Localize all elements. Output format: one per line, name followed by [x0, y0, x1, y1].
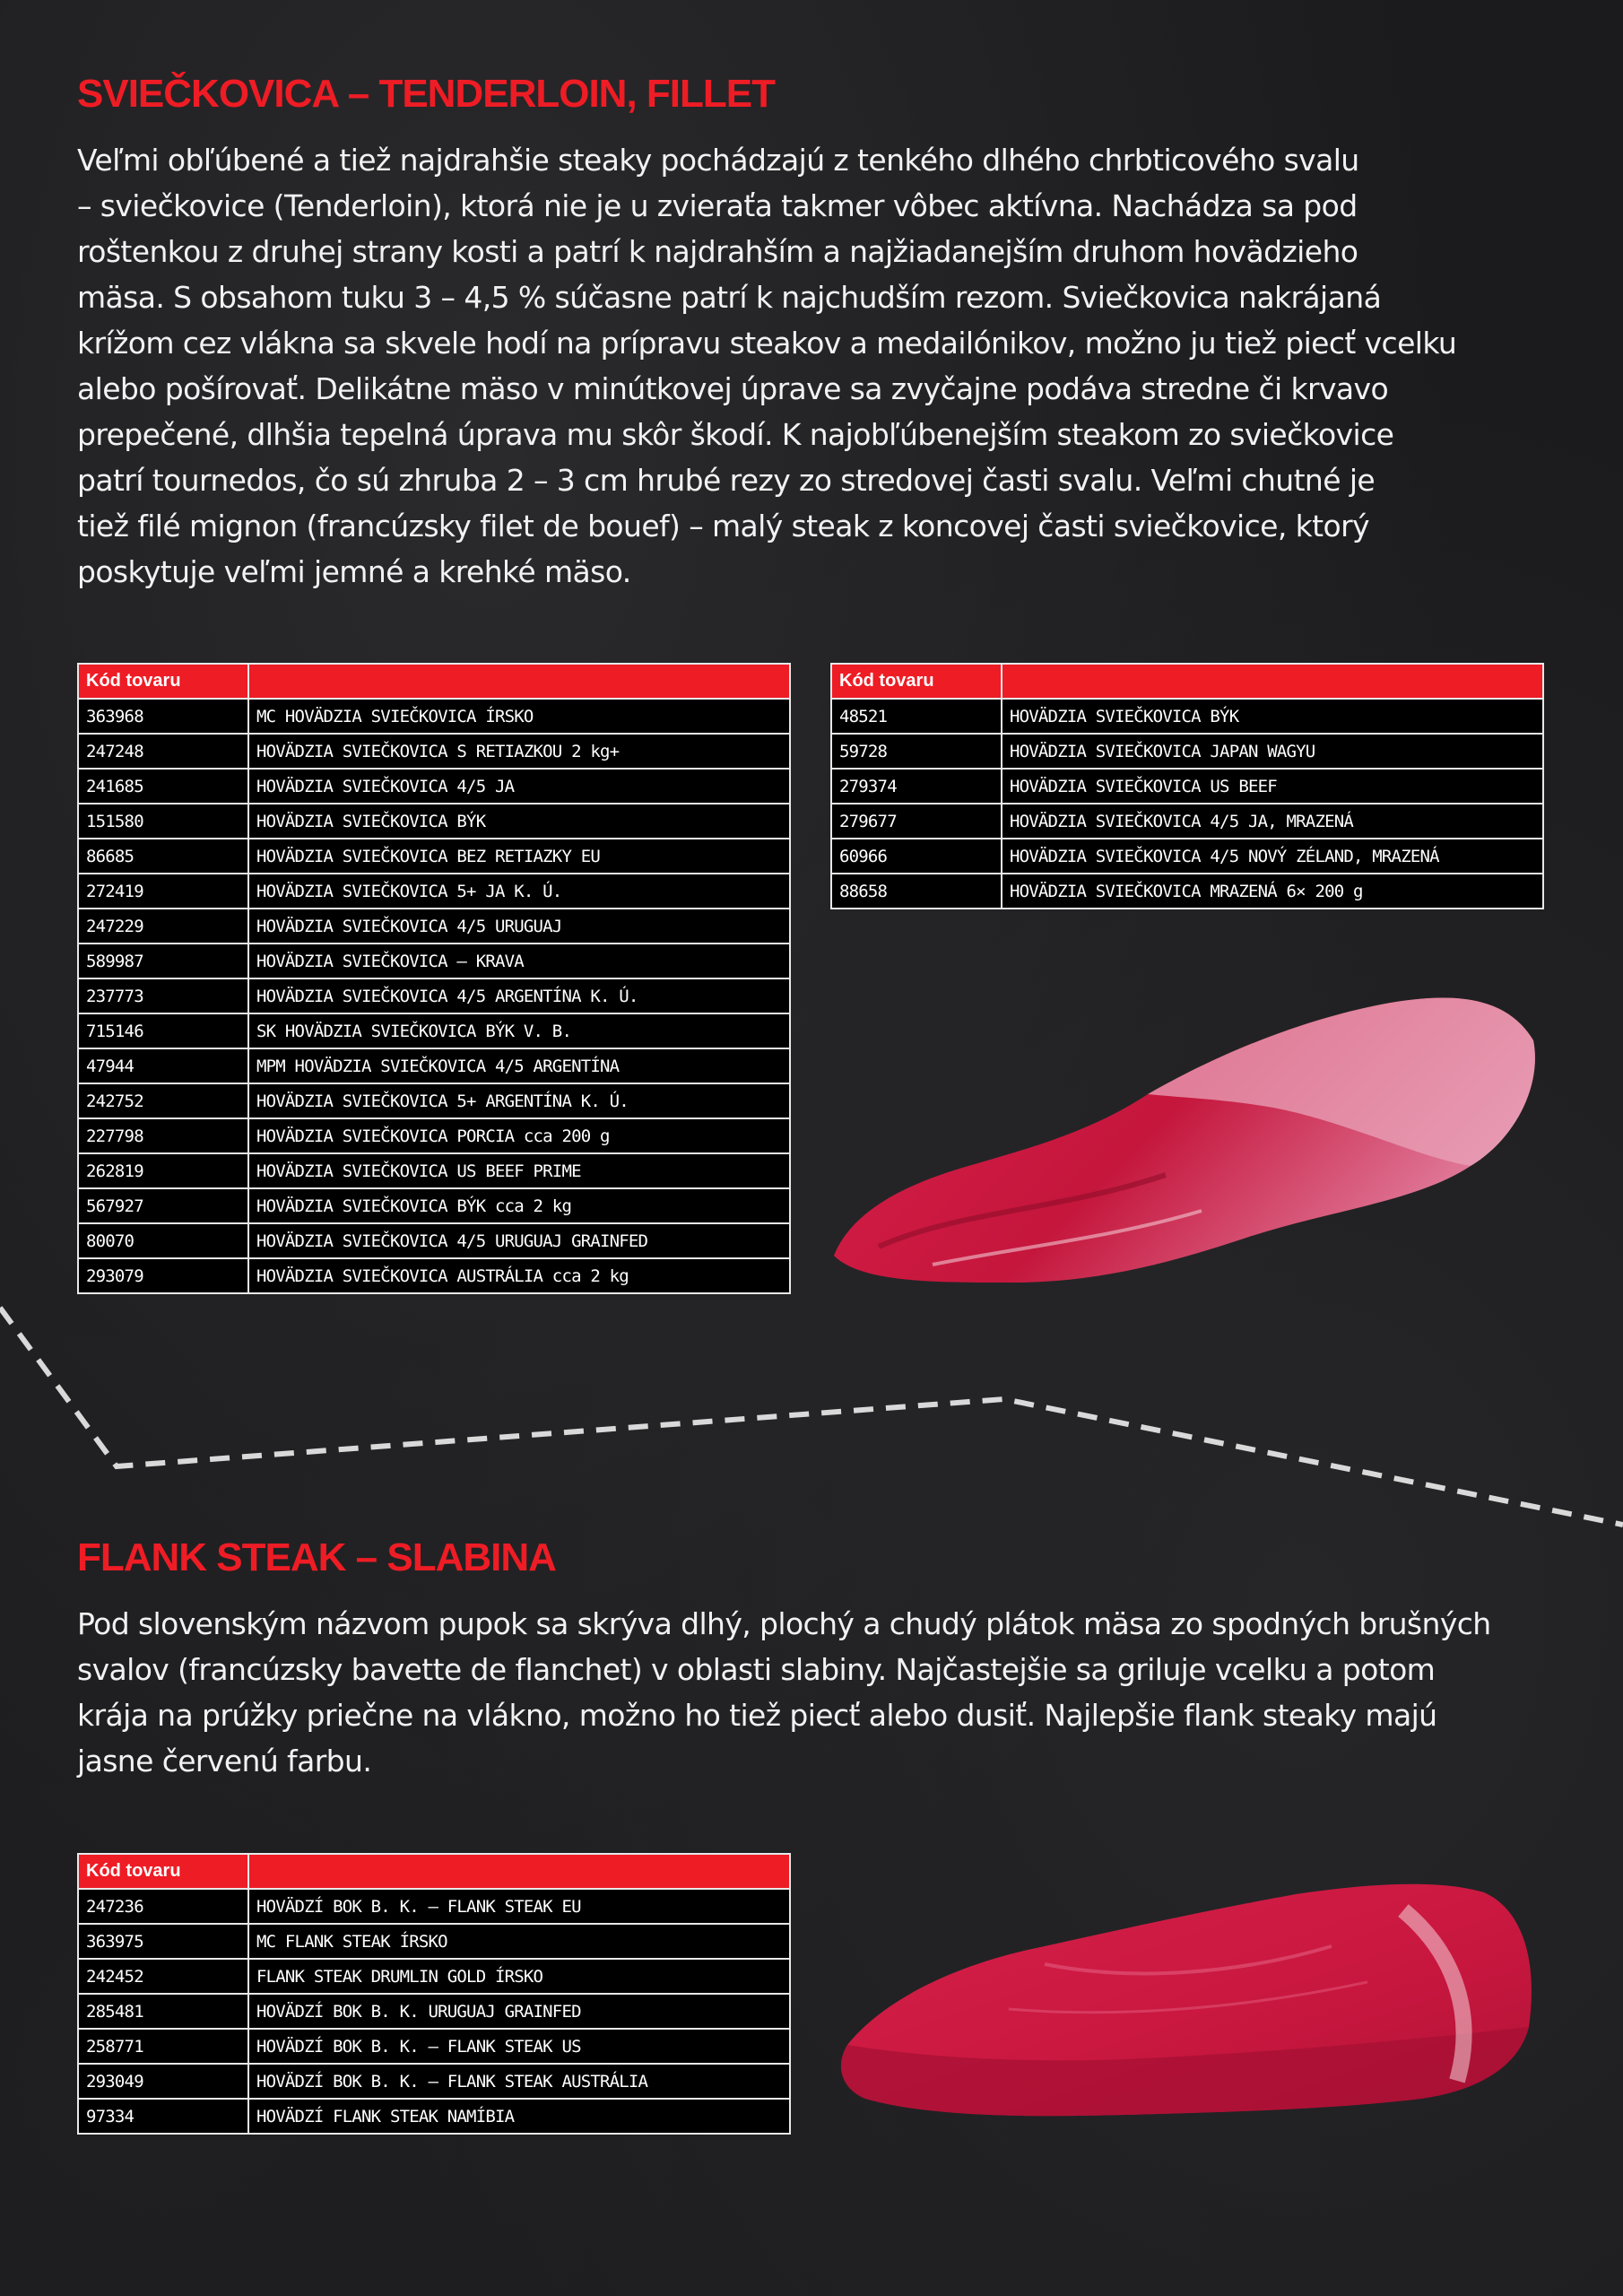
- product-name: HOVÄDZÍ BOK B. K. – FLANK STEAK AUSTRÁLIA: [248, 2064, 790, 2099]
- paragraph-line: prepečené, dlhšia tepelná úprava mu skôr škodí. K najobľúbenejším steakom zo sviečkovice: [77, 417, 1394, 452]
- product-name: HOVÄDZIA SVIEČKOVICA AUSTRÁLIA cca 2 kg: [248, 1258, 790, 1293]
- table-row: [78, 804, 790, 839]
- product-code: 279677: [831, 804, 1002, 839]
- paragraph-line: Pod slovenským názvom pupok sa skrýva dlhý, plochý a chudý plátok mäsa zo spodných brušných: [77, 1606, 1491, 1641]
- product-code: 47944: [78, 1048, 248, 1083]
- product-name: HOVÄDZIA SVIEČKOVICA 4/5 NOVÝ ZÉLAND, MRAZENÁ: [1002, 839, 1543, 874]
- product-name: MC FLANK STEAK ÍRSKO: [248, 1924, 790, 1959]
- table-row: [831, 874, 1543, 909]
- table-row: [78, 1258, 790, 1293]
- product-name: HOVÄDZIA SVIEČKOVICA US BEEF PRIME: [248, 1153, 790, 1188]
- product-name: HOVÄDZIA SVIEČKOVICA PORCIA cca 200 g: [248, 1118, 790, 1153]
- product-name: HOVÄDZIA SVIEČKOVICA 4/5 URUGUAJ: [248, 909, 790, 944]
- product-name-header: [1002, 664, 1543, 699]
- tenderloin-product-table-2: [830, 663, 1544, 909]
- product-code: 60966: [831, 839, 1002, 874]
- product-name: HOVÄDZÍ BOK B. K. – FLANK STEAK EU: [248, 1889, 790, 1924]
- product-name: HOVÄDZIA SVIEČKOVICA 4/5 JA: [248, 769, 790, 804]
- product-name-header: [248, 664, 790, 699]
- table-row: [78, 839, 790, 874]
- paragraph-line: jasne červenú farbu.: [77, 1744, 372, 1779]
- product-name: HOVÄDZIA SVIEČKOVICA BÝK: [1002, 699, 1543, 734]
- table-row: [831, 699, 1543, 734]
- product-code: 59728: [831, 734, 1002, 769]
- table-row: [78, 769, 790, 804]
- product-code: 262819: [78, 1153, 248, 1188]
- table-header-row: [78, 1854, 790, 1889]
- flank-description: [77, 1601, 1491, 1784]
- paragraph-line: Veľmi obľúbené a tiež najdrahšie steaky pochádzajú z tenkého dlhého chrbticového svalu: [77, 143, 1359, 178]
- product-code: 88658: [831, 874, 1002, 909]
- table-row: [78, 2029, 790, 2064]
- product-name: HOVÄDZIA SVIEČKOVICA BÝK cca 2 kg: [248, 1188, 790, 1223]
- product-code: 363968: [78, 699, 248, 734]
- table-row: [78, 944, 790, 978]
- product-code: 279374: [831, 769, 1002, 804]
- table-row: [78, 1048, 790, 1083]
- paragraph-line: mäsa. S obsahom tuku 3 – 4,5 % súčasne patrí k najchudším rezom. Sviečkovica nakrájaná: [77, 280, 1382, 315]
- table-row: [78, 734, 790, 769]
- product-name: HOVÄDZIA SVIEČKOVICA 4/5 URUGUAJ GRAINFED: [248, 1223, 790, 1258]
- flank-product-table: [77, 1853, 791, 2135]
- product-code: 247248: [78, 734, 248, 769]
- product-code: 247236: [78, 1889, 248, 1924]
- table-row: [78, 1013, 790, 1048]
- table-row: [78, 1223, 790, 1258]
- table-row: [78, 909, 790, 944]
- product-name: HOVÄDZÍ BOK B. K. URUGUAJ GRAINFED: [248, 1994, 790, 2029]
- product-code: 272419: [78, 874, 248, 909]
- flank-meat-image: [829, 1874, 1547, 2135]
- product-code: 151580: [78, 804, 248, 839]
- product-code: 293079: [78, 1258, 248, 1293]
- table-row: [78, 1924, 790, 1959]
- product-code: 242452: [78, 1959, 248, 1994]
- table-row: [78, 1889, 790, 1924]
- paragraph-line: tiež filé mignon (francúzsky filet de bouef) – malý steak z koncovej časti sviečkovice, ktorý: [77, 509, 1369, 544]
- product-code: 258771: [78, 2029, 248, 2064]
- table-row: [78, 1994, 790, 2029]
- product-name: HOVÄDZIA SVIEČKOVICA MRAZENÁ 6× 200 g: [1002, 874, 1543, 909]
- product-code: 227798: [78, 1118, 248, 1153]
- table-header-row: [78, 664, 790, 699]
- product-code: 363975: [78, 1924, 248, 1959]
- product-code: 237773: [78, 978, 248, 1013]
- product-code-header: Kód tovaru: [78, 1854, 248, 1889]
- paragraph-line: – sviečkovice (Tenderloin), ktorá nie je u zvieraťa takmer vôbec aktívna. Nachádza sa pod: [77, 188, 1358, 223]
- table-row: [78, 1188, 790, 1223]
- tenderloin-product-table: [77, 663, 791, 1294]
- product-name: HOVÄDZIA SVIEČKOVICA 5+ JA K. Ú.: [248, 874, 790, 909]
- table-row: [831, 804, 1543, 839]
- tenderloin-meat-image: [825, 987, 1542, 1345]
- table-row: [78, 1959, 790, 1994]
- product-code: 97334: [78, 2099, 248, 2134]
- tenderloin-description: [77, 137, 1456, 595]
- product-name: MC HOVÄDZIA SVIEČKOVICA ÍRSKO: [248, 699, 790, 734]
- product-code: 80070: [78, 1223, 248, 1258]
- product-code-header: Kód tovaru: [831, 664, 1002, 699]
- paragraph-line: roštenkou z druhej strany kosti a patrí k najdrahším a najžiadanejším druhom hovädzieho: [77, 234, 1358, 269]
- product-code: 48521: [831, 699, 1002, 734]
- paragraph-line: krája na prúžky priečne na vlákno, možno ho tiež piecť alebo dusiť. Najlepšie flank steaky majú: [77, 1698, 1437, 1733]
- product-name: HOVÄDZIA SVIEČKOVICA 4/5 ARGENTÍNA K. Ú.: [248, 978, 790, 1013]
- product-name: HOVÄDZIA SVIEČKOVICA US BEEF: [1002, 769, 1543, 804]
- paragraph-line: svalov (francúzsky bavette de flanchet) v oblasti slabiny. Najčastejšie sa griluje vcelku a potom: [77, 1652, 1436, 1687]
- product-name: HOVÄDZIA SVIEČKOVICA – KRAVA: [248, 944, 790, 978]
- product-code: 247229: [78, 909, 248, 944]
- product-name: HOVÄDZIA SVIEČKOVICA JAPAN WAGYU: [1002, 734, 1543, 769]
- product-name: MPM HOVÄDZIA SVIEČKOVICA 4/5 ARGENTÍNA: [248, 1048, 790, 1083]
- product-code-header: Kód tovaru: [78, 664, 248, 699]
- product-code: 285481: [78, 1994, 248, 2029]
- table-row: [78, 1083, 790, 1118]
- product-code: 589987: [78, 944, 248, 978]
- table-row: [78, 874, 790, 909]
- product-name: SK HOVÄDZIA SVIEČKOVICA BÝK V. B.: [248, 1013, 790, 1048]
- product-code: 241685: [78, 769, 248, 804]
- product-code: 293049: [78, 2064, 248, 2099]
- product-name: HOVÄDZÍ BOK B. K. – FLANK STEAK US: [248, 2029, 790, 2064]
- product-code: 567927: [78, 1188, 248, 1223]
- table-row: [831, 839, 1543, 874]
- table-row: [78, 978, 790, 1013]
- product-name: HOVÄDZIA SVIEČKOVICA BEZ RETIAZKY EU: [248, 839, 790, 874]
- table-row: [78, 699, 790, 734]
- paragraph-line: poskytuje veľmi jemné a krehké mäso.: [77, 554, 631, 589]
- product-name: HOVÄDZIA SVIEČKOVICA 4/5 JA, MRAZENÁ: [1002, 804, 1543, 839]
- product-name-header: [248, 1854, 790, 1889]
- product-code: 715146: [78, 1013, 248, 1048]
- tenderloin-heading: SVIEČKOVICA – TENDERLOIN, FILLET: [77, 72, 775, 116]
- product-code: 242752: [78, 1083, 248, 1118]
- table-row: [831, 734, 1543, 769]
- table-header-row: [831, 664, 1543, 699]
- product-name: HOVÄDZIA SVIEČKOVICA S RETIAZKOU 2 kg+: [248, 734, 790, 769]
- product-name: HOVÄDZIA SVIEČKOVICA 5+ ARGENTÍNA K. Ú.: [248, 1083, 790, 1118]
- table-row: [78, 2064, 790, 2099]
- table-row: [78, 2099, 790, 2134]
- product-name: FLANK STEAK DRUMLIN GOLD ÍRSKO: [248, 1959, 790, 1994]
- paragraph-line: patrí tournedos, čo sú zhruba 2 – 3 cm hrubé rezy zo stredovej časti svalu. Veľmi chutné je: [77, 463, 1376, 498]
- flank-heading: FLANK STEAK – SLABINA: [77, 1535, 556, 1579]
- paragraph-line: krížom cez vlákna sa skvele hodí na prípravu steakov a medailónikov, možno ju tiež piecť vcelku: [77, 326, 1457, 361]
- table-row: [78, 1153, 790, 1188]
- product-name: HOVÄDZÍ FLANK STEAK NAMÍBIA: [248, 2099, 790, 2134]
- product-code: 86685: [78, 839, 248, 874]
- product-name: HOVÄDZIA SVIEČKOVICA BÝK: [248, 804, 790, 839]
- table-row: [78, 1118, 790, 1153]
- paragraph-line: alebo pošírovať. Delikátne mäso v minútkovej úprave sa zvyčajne podáva stredne či krvavo: [77, 371, 1389, 406]
- table-row: [831, 769, 1543, 804]
